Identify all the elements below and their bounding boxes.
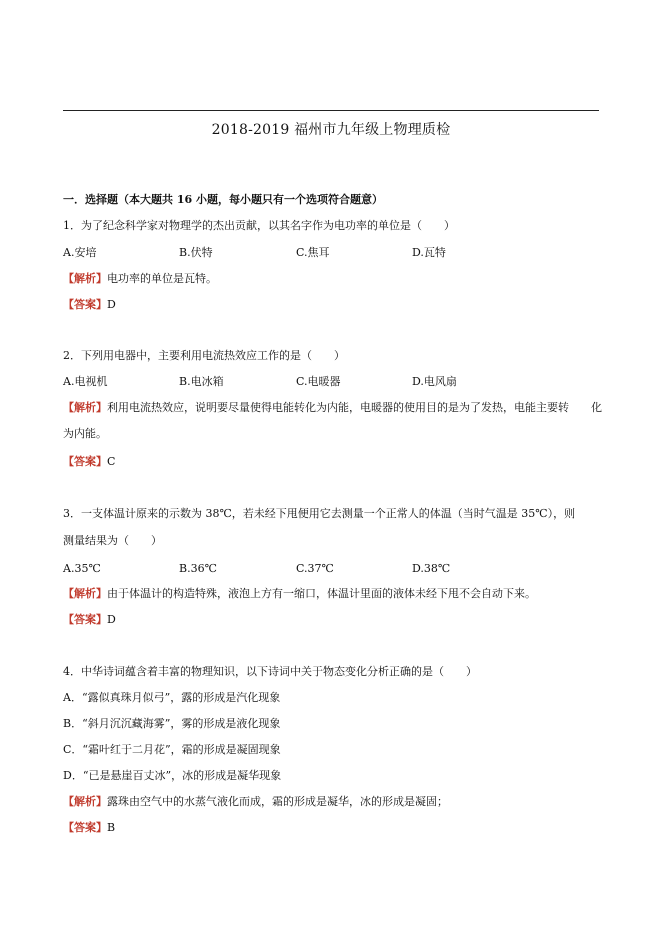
question-2-stem: 2．下列用电器中，主要利用电流热效应工作的是（ ） bbox=[63, 349, 345, 362]
header-rule bbox=[63, 110, 599, 111]
question-2-option-a: A.电视机 bbox=[63, 375, 108, 388]
question-3-stem-cont: 测量结果为（ ） bbox=[63, 534, 162, 547]
question-2-analysis-cont: 为内能。 bbox=[63, 427, 107, 440]
analysis-text: 利用电流热效应，说明要尽量使得电能转化为内能，电暖器的使用目的是为了发热，电能主要转 化 bbox=[107, 401, 602, 414]
question-2-option-d: D.电风扇 bbox=[412, 375, 457, 388]
question-4-stem: 4．中华诗词蕴含着丰富的物理知识，以下诗词中关于物态变化分析正确的是（ ） bbox=[63, 665, 477, 678]
answer-value: D bbox=[107, 613, 116, 626]
answer-tag: 【答案】 bbox=[63, 613, 107, 626]
question-1-stem: 1．为了纪念科学家对物理学的杰出贡献，以其名字作为电功率的单位是（ ） bbox=[63, 219, 455, 232]
document-title: 2018-2019 福州市九年级上物理质检 bbox=[211, 122, 451, 138]
answer-tag: 【答案】 bbox=[63, 455, 107, 468]
analysis-tag: 【解析】 bbox=[63, 795, 107, 808]
section-heading: 一．选择题（本大题共 16 小题，每小题只有一个选项符合题意） bbox=[63, 193, 383, 206]
analysis-text: 电功率的单位是瓦特。 bbox=[107, 272, 217, 285]
analysis-text: 露珠由空气中的水蒸气液化而成，霜的形成是凝华，冰的形成是凝固； bbox=[107, 795, 448, 808]
question-3-option-b: B.36℃ bbox=[179, 562, 217, 575]
question-3-answer bbox=[63, 612, 116, 628]
question-4-answer bbox=[63, 820, 115, 836]
question-1-option-d: D.瓦特 bbox=[412, 246, 446, 259]
analysis-tag: 【解析】 bbox=[63, 401, 107, 414]
answer-tag: 【答案】 bbox=[63, 298, 107, 311]
question-3-stem: 3．一支体温计原来的示数为 38℃，若未经下甩便用它去测量一个正常人的体温（当时气温是 35℃），则 bbox=[63, 507, 576, 520]
question-1-option-a: A.安培 bbox=[63, 246, 97, 259]
question-4-option-a: A．“露似真珠月似弓”，露的形成是汽化现象 bbox=[63, 691, 281, 704]
question-2-option-b: B.电冰箱 bbox=[179, 375, 224, 388]
question-3-option-a: A.35℃ bbox=[63, 562, 101, 575]
question-2-analysis bbox=[63, 400, 602, 416]
question-2-option-c: C.电暖器 bbox=[296, 375, 341, 388]
question-1-answer bbox=[63, 297, 116, 313]
question-4-option-d: D．“已是悬崖百丈冰”，冰的形成是凝华现象 bbox=[63, 769, 282, 782]
answer-value: D bbox=[107, 298, 116, 311]
analysis-text: 由于体温计的构造特殊，液泡上方有一缩口，体温计里面的液体未经下甩不会自动下来。 bbox=[107, 587, 536, 600]
answer-value: B bbox=[107, 821, 116, 834]
question-1-analysis bbox=[63, 271, 217, 287]
question-4-analysis bbox=[63, 794, 448, 810]
question-3-option-c: C.37℃ bbox=[296, 562, 334, 575]
question-1-option-b: B.伏特 bbox=[179, 246, 213, 259]
answer-value: C bbox=[107, 455, 116, 468]
question-4-option-c: C．“霜叶红于二月花”，霜的形成是凝固现象 bbox=[63, 743, 281, 756]
question-3-analysis bbox=[63, 586, 536, 602]
question-2-answer bbox=[63, 454, 115, 470]
question-3-option-d: D.38℃ bbox=[412, 562, 451, 575]
analysis-tag: 【解析】 bbox=[63, 587, 107, 600]
question-4-option-b: B．“斜月沉沉藏海雾”，雾的形成是液化现象 bbox=[63, 717, 281, 730]
analysis-tag: 【解析】 bbox=[63, 272, 107, 285]
answer-tag: 【答案】 bbox=[63, 821, 107, 834]
question-1-option-c: C.焦耳 bbox=[296, 246, 330, 259]
